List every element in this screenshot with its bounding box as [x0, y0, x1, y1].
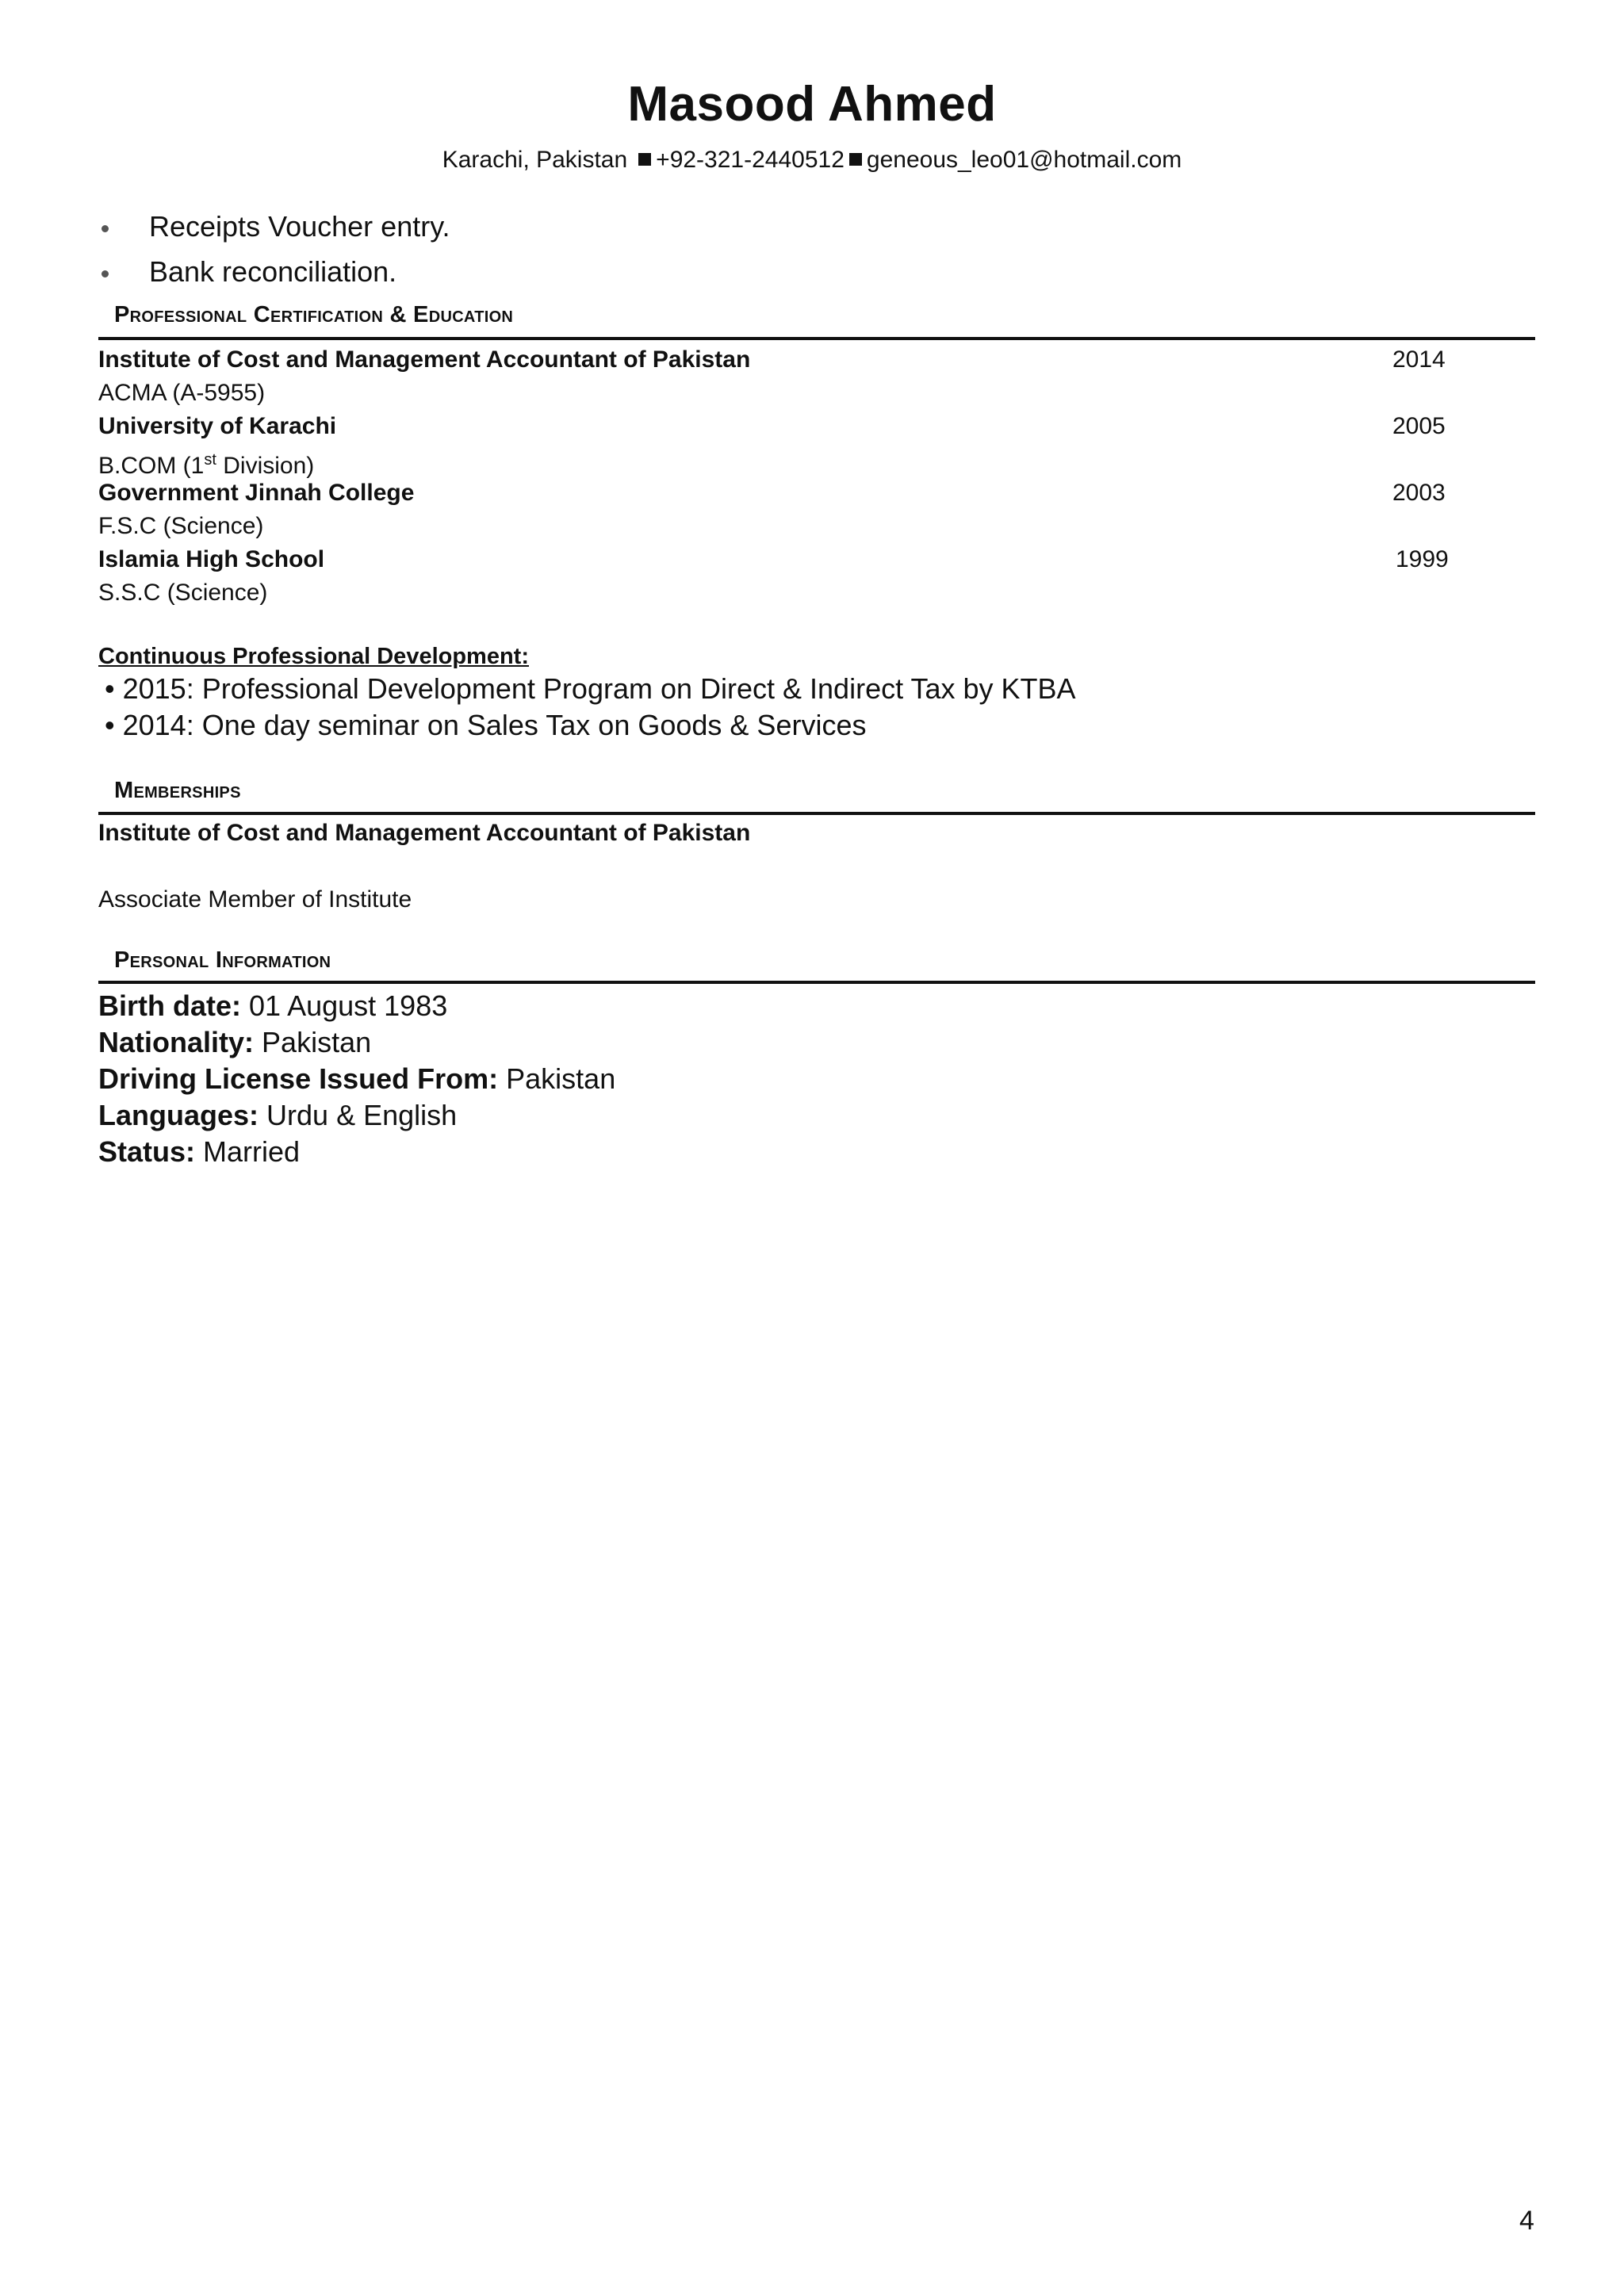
field-value: Married [203, 1135, 301, 1168]
resume-header [0, 78, 1624, 174]
institution-name: Institute of Cost and Management Accountant of Pakistan [98, 346, 751, 373]
education-entry [98, 543, 1449, 576]
qualification: S.S.C (Science) [98, 580, 268, 606]
duties-list [98, 208, 450, 298]
cpd-list [105, 671, 1076, 744]
cpd-item: • 2015: Professional Development Program on Direct & Indirect Tax by KTBA [105, 672, 1076, 705]
duty-item: Bank reconciliation. [98, 253, 450, 298]
education-year: 2005 [1392, 413, 1446, 439]
personal-info [98, 988, 615, 1170]
candidate-name: Masood Ahmed [627, 77, 997, 132]
field-label: Driving License Issued From: [98, 1062, 499, 1095]
personal-row [98, 1024, 615, 1061]
square-separator-icon [849, 153, 862, 166]
membership-institution: Institute of Cost and Management Accountant of Pakistan [98, 820, 751, 846]
institution-name: University of Karachi [98, 413, 337, 439]
field-value: Pakistan [262, 1026, 372, 1058]
cpd-item: • 2014: One day seminar on Sales Tax on Goods & Services [105, 709, 867, 741]
education-section-title: Professional Certification & Education [114, 302, 514, 327]
field-label: Birth date: [98, 989, 241, 1022]
personal-row [98, 1097, 615, 1134]
ordinal-suffix: st [204, 451, 216, 469]
cpd-title: Continuous Professional Development: [98, 644, 529, 669]
field-value: 01 August 1983 [249, 989, 448, 1022]
personal-row [98, 1134, 615, 1170]
contact-line [0, 146, 1624, 174]
education-entry [98, 410, 1446, 443]
education-list [98, 343, 1449, 610]
personal-section-title: Personal Information [114, 947, 331, 973]
section-divider [98, 812, 1535, 815]
education-year: 2003 [1392, 480, 1446, 506]
field-label: Nationality: [98, 1026, 255, 1058]
location-text: Karachi, Pakistan [442, 147, 628, 174]
qualification-text: Division) [216, 453, 315, 479]
qualification: ACMA (A-5955) [98, 380, 266, 406]
field-label: Languages: [98, 1099, 259, 1131]
section-divider [98, 337, 1535, 340]
qualification-text: B.COM (1 [98, 453, 205, 479]
membership-role: Associate Member of Institute [98, 886, 412, 913]
email-text: geneous_leo01@hotmail.com [866, 147, 1182, 174]
memberships-section-title: Memberships [114, 778, 241, 803]
section-divider [98, 981, 1535, 984]
education-entry [98, 343, 1446, 377]
qualification: F.S.C (Science) [98, 513, 264, 539]
field-value: Pakistan [506, 1062, 616, 1095]
duty-item: Receipts Voucher entry. [98, 208, 450, 253]
page-number: 4 [1519, 2206, 1534, 2236]
education-entry [98, 476, 1446, 510]
phone-text: +92-321-2440512 [656, 147, 845, 174]
field-value: Urdu & English [266, 1099, 458, 1131]
education-year: 2014 [1392, 346, 1446, 373]
education-year: 1999 [1396, 546, 1449, 572]
institution-name: Islamia High School [98, 546, 325, 572]
institution-name: Government Jinnah College [98, 480, 415, 506]
field-label: Status: [98, 1135, 196, 1168]
qualification [98, 443, 1446, 479]
personal-row [98, 988, 615, 1024]
personal-row [98, 1061, 615, 1097]
square-separator-icon [638, 153, 651, 166]
